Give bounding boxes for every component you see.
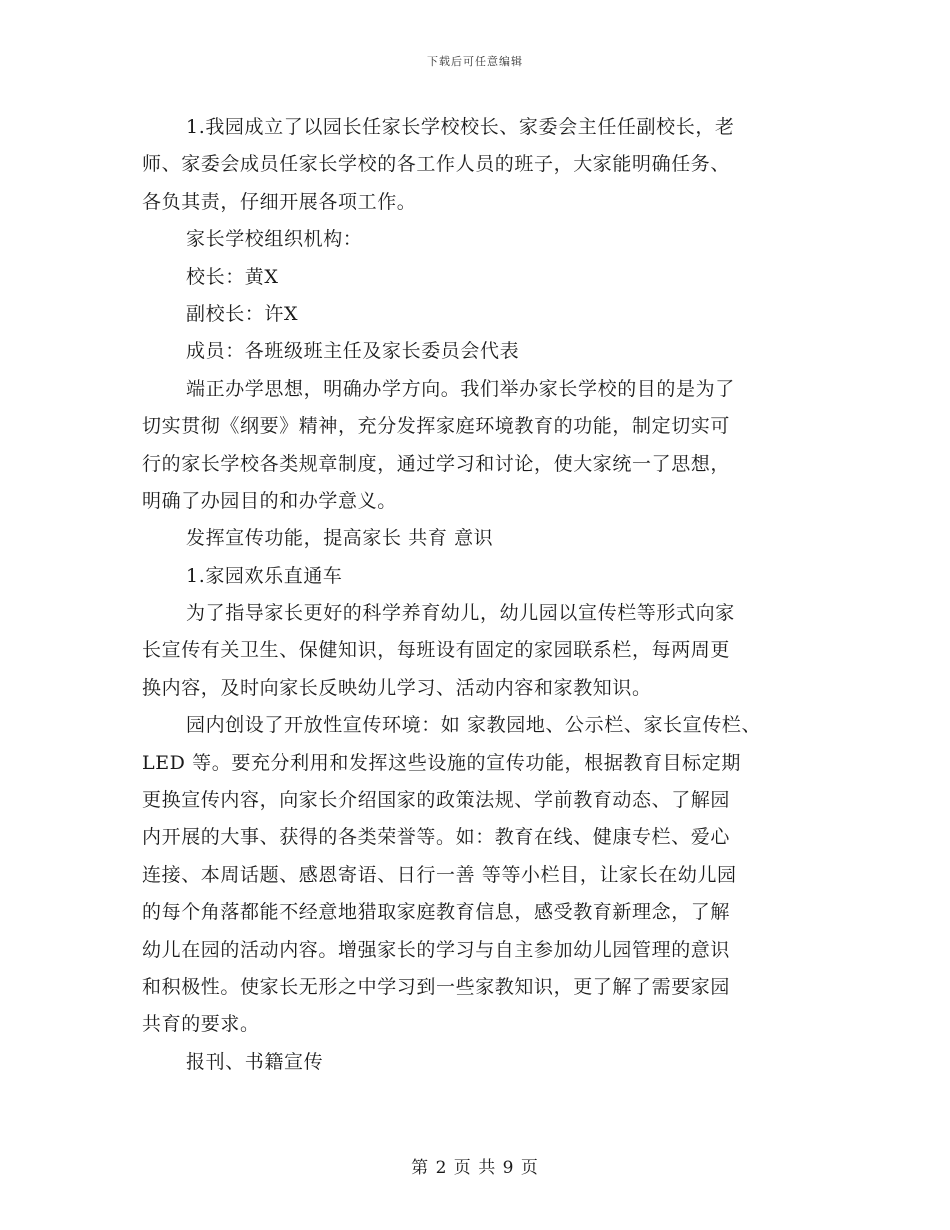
text-line: 行的家长学校各类规章制度，通过学习和讨论，使大家统一了思想， bbox=[142, 452, 731, 475]
text-line: 1.我园成立了以园长任家长学校校长、家委会主任任副校长，老 bbox=[186, 116, 735, 138]
text-line: 各负其责，仔细开展各项工作。 bbox=[142, 190, 417, 213]
text-line: 家长学校组织机构： bbox=[186, 228, 363, 251]
text-line: 切实贯彻《纲要》精神，充分发挥家庭环境教育的功能，制定切实可 bbox=[142, 415, 731, 438]
text-line: 师、家委会成员任家长学校的各工作人员的班子，大家能明确任务、 bbox=[142, 153, 731, 176]
text-line: 长宣传有关卫生、保健知识，每班设有固定的家园联系栏，每两周更 bbox=[142, 639, 731, 662]
text-line: 校长：黄X bbox=[186, 265, 279, 288]
text-line: 幼儿在园的活动内容。增强家长的学习与自主参加幼儿园管理的意识 bbox=[142, 938, 731, 961]
text-line: 副校长：许X bbox=[186, 302, 299, 325]
text-line: 更换宣传内容，向家长介绍国家的政策法规、学前教育动态、了解园 bbox=[142, 789, 731, 812]
header-note: 下载后可任意编辑 bbox=[427, 55, 523, 68]
text-line: LED 等。要充分利用和发挥这些设施的宣传功能，根据教育目标定期 bbox=[142, 751, 741, 774]
text-line: 共育的要求。 bbox=[142, 1013, 260, 1036]
text-line: 连接、本周话题、感恩寄语、日行一善 等等小栏目，让家长在幼儿园 bbox=[142, 863, 737, 886]
text-line: 成员：各班级班主任及家长委员会代表 bbox=[186, 340, 520, 363]
text-line: 1.家园欢乐直通车 bbox=[186, 564, 343, 587]
text-line: 内开展的大事、获得的各类荣誉等。如：教育在线、健康专栏、爱心 bbox=[142, 826, 731, 849]
text-line: 发挥宣传功能，提高家长 共育 意识 bbox=[186, 527, 494, 550]
text-line: 明确了办园目的和办学意义。 bbox=[142, 489, 397, 512]
text-line: 园内创设了开放性宣传环境：如 家教园地、公示栏、家长宣传栏、 bbox=[186, 714, 762, 737]
text-line: 端正办学思想，明确办学方向。我们举办家长学校的目的是为了 bbox=[186, 377, 735, 400]
text-line: 为了指导家长更好的科学养育幼儿，幼儿园以宣传栏等形式向家 bbox=[186, 602, 735, 625]
text-line: 和积极性。使家长无形之中学习到一些家教知识，更了解了需要家园 bbox=[142, 975, 731, 998]
text-line: 报刊、书籍宣传 bbox=[186, 1050, 324, 1073]
page-number: 第 2 页 共 9 页 bbox=[411, 1158, 539, 1178]
text-line: 换内容，及时向家长反映幼儿学习、活动内容和家教知识。 bbox=[142, 676, 652, 699]
text-line: 的每个角落都能不经意地猎取家庭教育信息，感受教育新理念，了解 bbox=[142, 901, 731, 924]
document-body bbox=[142, 109, 822, 1081]
